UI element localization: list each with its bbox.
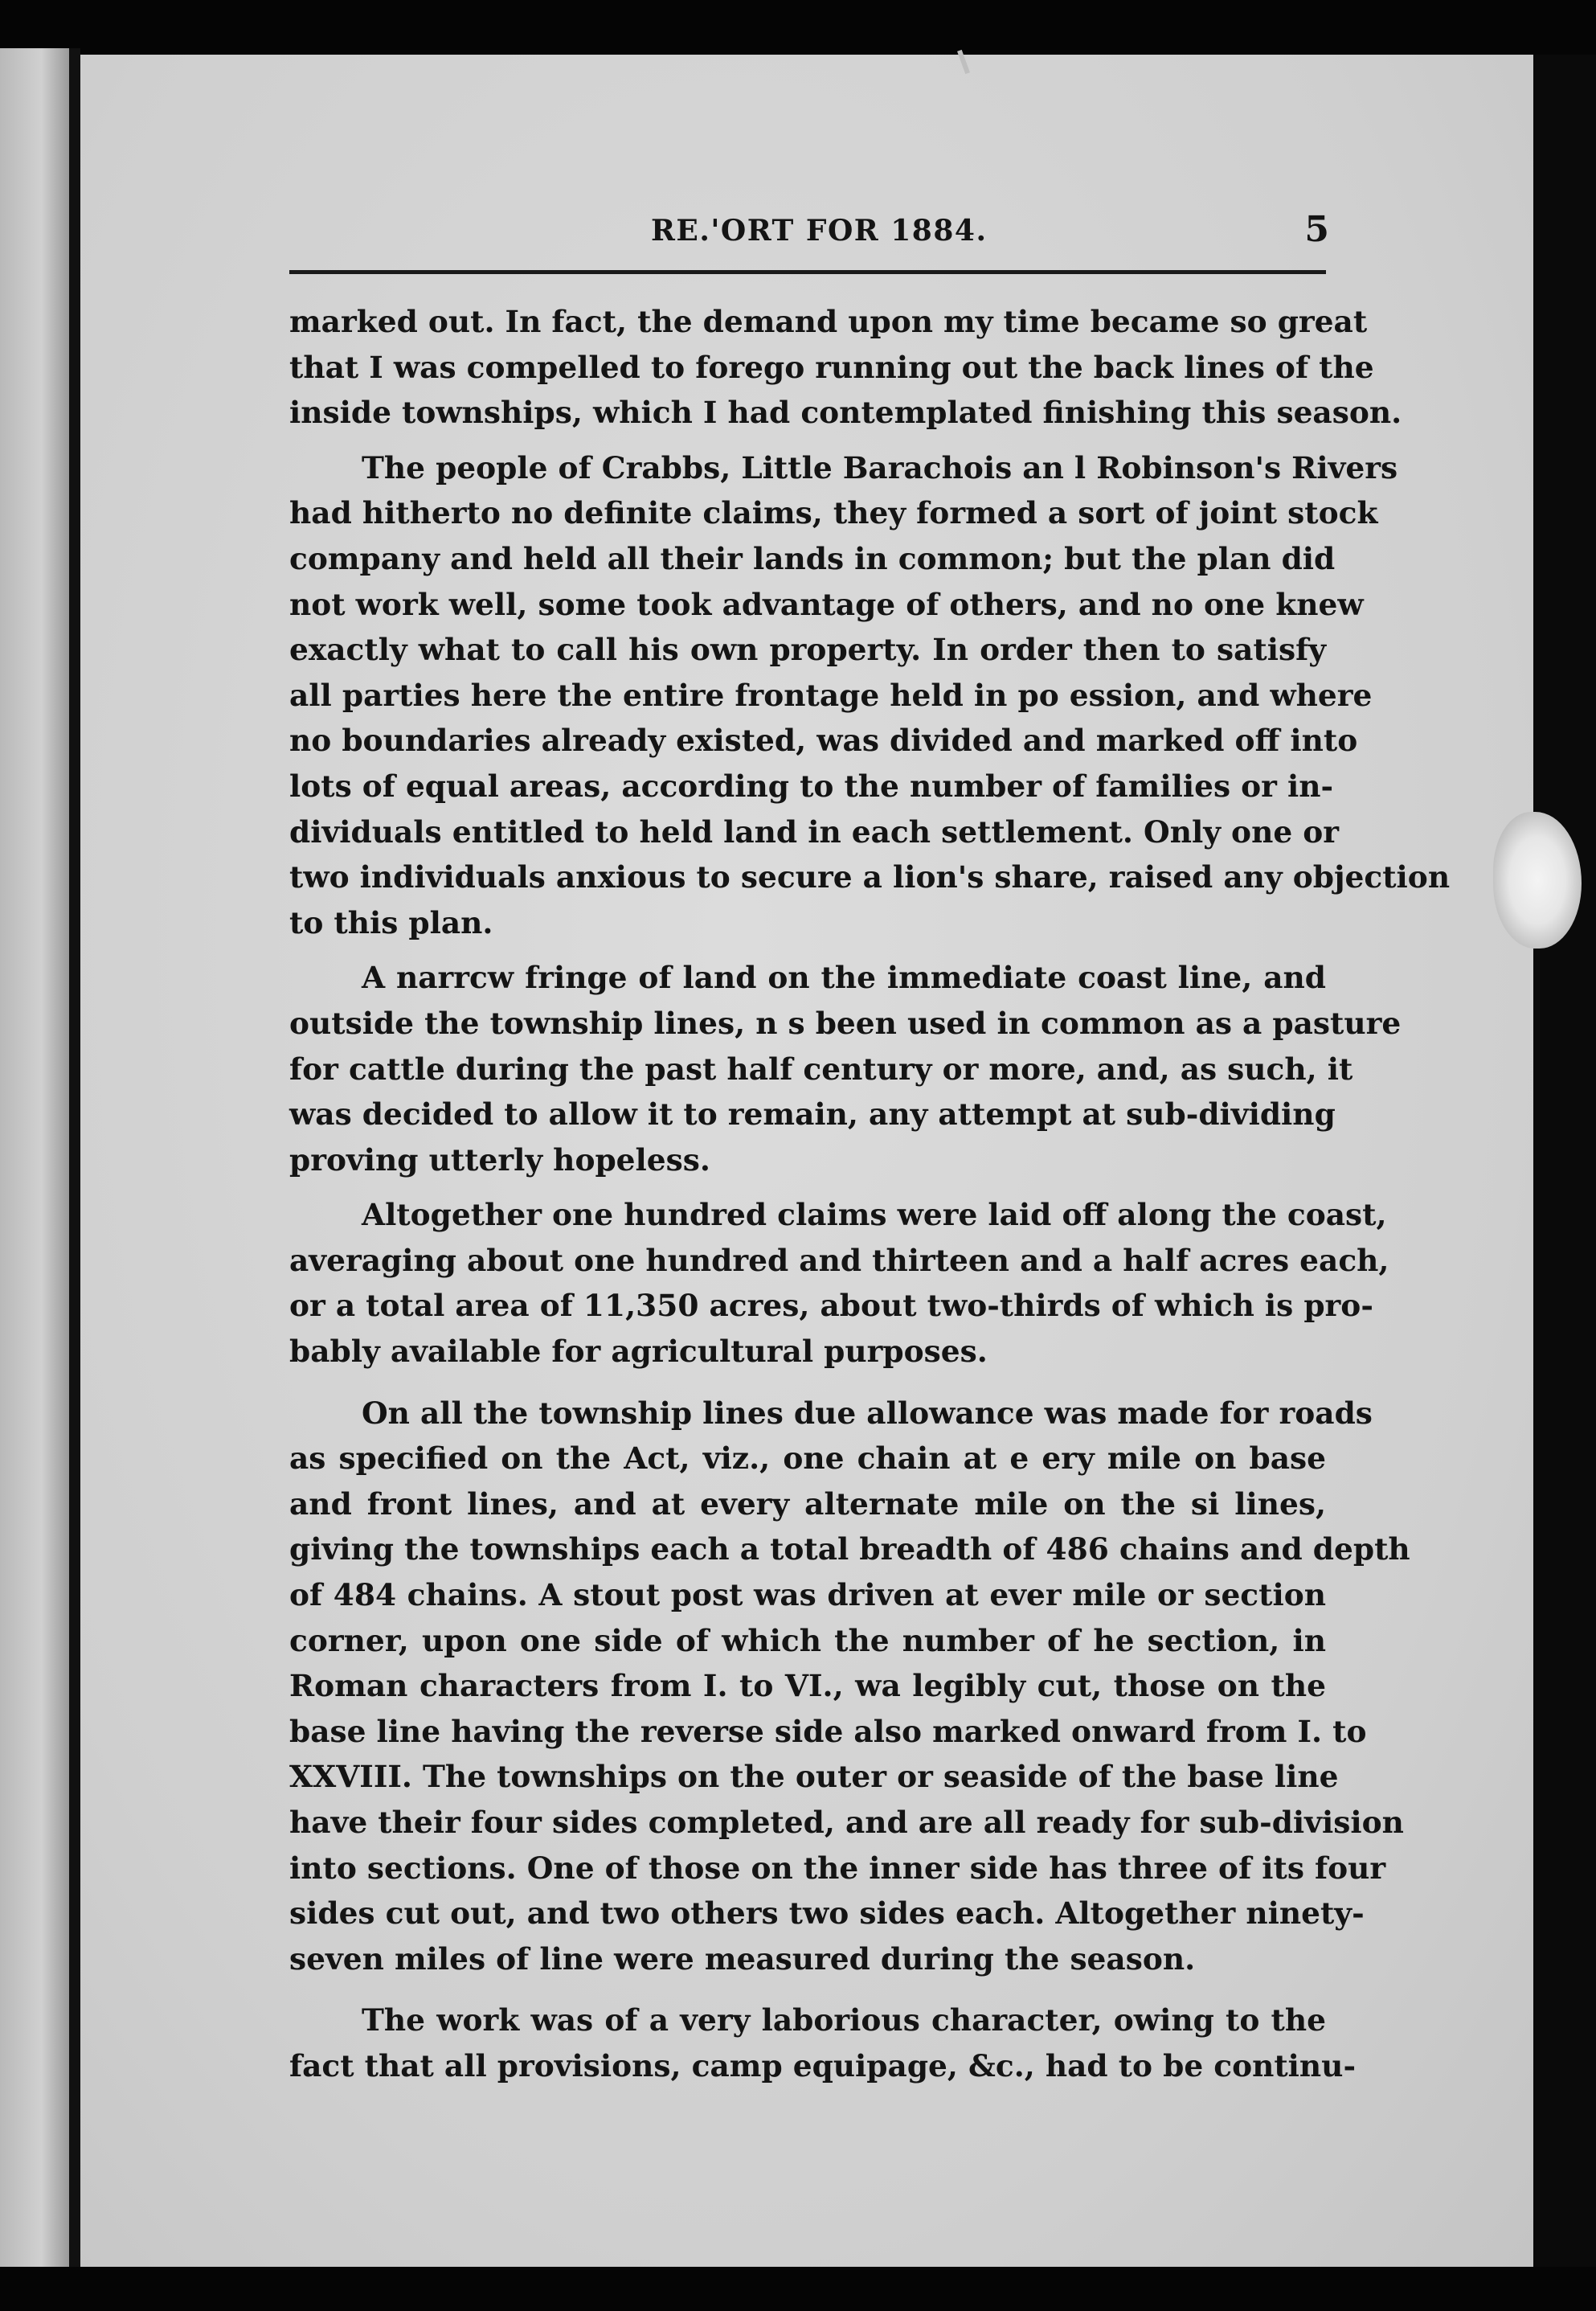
text-line: company and held all their lands in common; but the plan did	[289, 540, 1336, 576]
text-line: was decided to allow it to remain, any attempt at sub-dividing	[289, 1096, 1336, 1133]
text-line: base line having the reverse side also marked onward from I. to	[289, 1713, 1367, 1749]
text-line: into sections. One of those on the inner side has three of its four	[289, 1850, 1386, 1886]
text-line: had hitherto no definite claims, they formed a sort of joint stock	[289, 495, 1378, 531]
text-line: and front lines, and at every alternate mile on the si lines,	[289, 1485, 1326, 1522]
text-line: outside the township lines, n s been used in common as a pasture	[289, 1005, 1402, 1041]
text-line: giving the townships each a total breadth of 486 chains and depth	[289, 1531, 1410, 1567]
text-line: fact that all provisions, camp equipage, &c., had to be continu-	[289, 2047, 1357, 2084]
text-line: of 484 chains. A stout post was driven at ever mile or section	[289, 1577, 1326, 1613]
body-text	[289, 299, 1451, 2089]
text-line: proving utterly hopeless.	[289, 1141, 710, 1178]
text-line: exactly what to call his own property. In order then to satisfy	[289, 632, 1326, 668]
text-line: lots of equal areas, according to the number of families or in-	[289, 768, 1334, 804]
text-line: The people of Crabbs, Little Barachois an l Robinson's Rivers	[362, 449, 1398, 486]
header-rule	[289, 270, 1326, 274]
text-line: all parties here the entire frontage held in po ession, and where	[289, 677, 1373, 713]
running-title: RE.'ORT FOR 1884.	[651, 214, 988, 248]
text-line: for cattle during the past half century or more, and, as such, it	[289, 1051, 1353, 1087]
text-line: marked out. In fact, the demand upon my time became so great	[289, 304, 1368, 339]
text-line: have their four sides completed, and are all ready for sub-division	[289, 1805, 1404, 1840]
paragraph	[289, 1998, 1357, 2088]
text-line: or a total area of 11,350 acres, about two-thirds of which is pro-	[289, 1288, 1373, 1324]
text-line: bably available for agricultural purposes.	[289, 1334, 988, 1370]
text-line: not work well, some took advantage of others, and no one knew	[289, 586, 1364, 622]
text-line: corner, upon one side of which the number of he section, in	[289, 1622, 1326, 1658]
paragraph	[289, 1391, 1410, 1982]
text-line: seven miles of line were measured during the season.	[289, 1940, 1196, 1977]
text-line: averaging about one hundred and thirteen and a half acres each,	[289, 1242, 1389, 1278]
paragraph	[289, 445, 1451, 946]
text-line: dividuals entitled to held land in each settlement. Only one or	[289, 813, 1340, 850]
paragraph	[289, 1192, 1389, 1374]
paragraph	[289, 299, 1402, 436]
binding-gutter	[69, 48, 80, 2267]
text-line: The work was of a very laborious character, owing to the	[362, 2002, 1326, 2039]
text-line: Altogether one hundred claims were laid off along the coast,	[362, 1197, 1387, 1233]
text-line: to this plan.	[289, 904, 493, 940]
text-line: inside townships, which I had contemplated finishing this season.	[289, 395, 1402, 431]
paragraph	[289, 955, 1402, 1182]
page-edge-shadow	[1533, 55, 1596, 2267]
text-line: no boundaries already existed, was divided and marked off into	[289, 723, 1358, 759]
text-line: that I was compelled to forego running out the back lines of the	[289, 349, 1374, 385]
text-line: Roman characters from I. to VI., wa legibly cut, those on the	[289, 1668, 1326, 1704]
page-number: 5	[1304, 209, 1329, 250]
text-line: sides cut out, and two others two sides each. Altogether ninety-	[289, 1895, 1365, 1932]
text-line: On all the township lines due allowance was made for roads	[362, 1395, 1373, 1431]
running-header	[289, 206, 1329, 254]
text-line: as specified on the Act, viz., one chain at e ery mile on base	[289, 1440, 1326, 1477]
text-line: XXVIII. The townships on the outer or seaside of the base line	[289, 1759, 1339, 1795]
text-line: A narrcw fringe of land on the immediate coast line, and	[362, 960, 1326, 996]
text-line: two individuals anxious to secure a lion's share, raised any objection	[289, 859, 1451, 895]
facing-page-edge	[0, 48, 69, 2267]
